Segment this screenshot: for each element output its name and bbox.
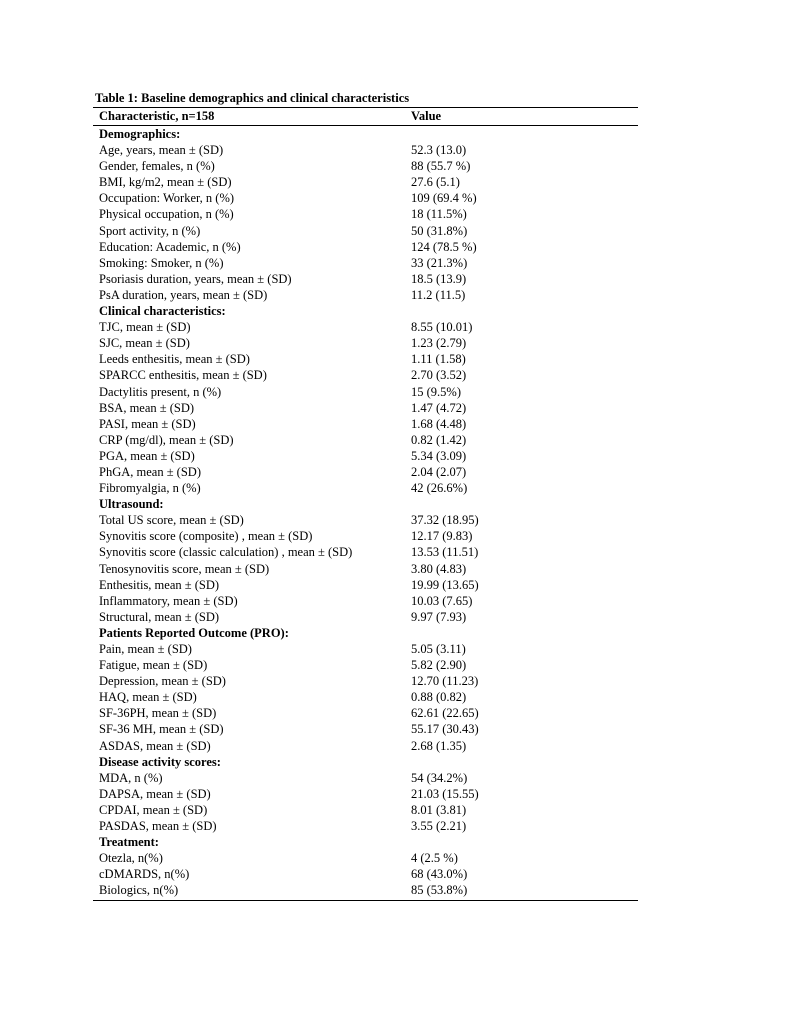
row-value: 68 (43.0%) bbox=[411, 867, 468, 882]
row-label: ASDAS, mean ± (SD) bbox=[99, 738, 211, 753]
table-section-row bbox=[93, 625, 638, 641]
row-value: 42 (26.6%) bbox=[411, 481, 468, 496]
table-row bbox=[93, 174, 638, 190]
table-row bbox=[93, 239, 638, 255]
row-label: Education: Academic, n (%) bbox=[99, 239, 241, 254]
row-value: 5.05 (3.11) bbox=[411, 642, 466, 656]
row-value: 109 (69.4 %) bbox=[411, 191, 477, 206]
section-label: Clinical characteristics: bbox=[99, 304, 226, 319]
table-row bbox=[93, 448, 638, 464]
table-row bbox=[93, 480, 638, 496]
table-row bbox=[93, 158, 638, 174]
table-row bbox=[93, 721, 638, 737]
table-row bbox=[93, 255, 638, 271]
row-label: MDA, n (%) bbox=[99, 770, 163, 785]
row-label: BSA, mean ± (SD) bbox=[99, 400, 195, 415]
table-row bbox=[93, 657, 638, 673]
table-row bbox=[93, 866, 638, 882]
table-row bbox=[93, 351, 638, 367]
row-value: 2.68 (1.35) bbox=[411, 738, 467, 753]
row-value bbox=[405, 496, 638, 512]
table-row bbox=[93, 882, 638, 900]
row-value: 2.04 (2.07) bbox=[411, 464, 467, 479]
table-row bbox=[93, 770, 638, 786]
row-value: 2.70 (3.52) bbox=[411, 368, 467, 383]
row-label: Physical occupation, n (%) bbox=[99, 207, 234, 222]
row-value: 62.61 (22.65) bbox=[411, 706, 479, 721]
row-label: Age, years, mean ± (SD) bbox=[99, 143, 224, 158]
row-label: DAPSA, mean ± (SD) bbox=[99, 786, 211, 801]
row-label: CRP (mg/dl), mean ± (SD) bbox=[99, 432, 234, 447]
row-value: 27.6 (5.1) bbox=[411, 175, 460, 190]
row-label: Enthesitis, mean ± (SD) bbox=[99, 577, 220, 592]
row-value: 15 (9.5%) bbox=[411, 384, 461, 399]
row-value bbox=[405, 834, 638, 850]
row-label: Synovitis score (composite) , mean ± (SD) bbox=[99, 529, 313, 544]
row-value: 5.82 (2.90) bbox=[411, 658, 467, 673]
row-value: 85 (53.8%) bbox=[405, 882, 638, 900]
row-label: BMI, kg/m2, mean ± (SD) bbox=[99, 175, 232, 190]
table-row bbox=[93, 689, 638, 705]
table-caption: Table 1: Baseline demographics and clinical characteristics bbox=[95, 91, 410, 105]
row-label: Depression, mean ± (SD) bbox=[99, 674, 226, 689]
row-value bbox=[405, 754, 638, 770]
row-label: cDMARDS, n(%) bbox=[99, 867, 190, 882]
table-row bbox=[93, 786, 638, 802]
row-label: Structural, mean ± (SD) bbox=[99, 609, 220, 624]
row-value: 18 (11.5%) bbox=[411, 207, 467, 222]
row-label: Inflammatory, mean ± (SD) bbox=[99, 593, 238, 608]
row-value: 10.03 (7.65) bbox=[411, 593, 473, 608]
table-row bbox=[93, 287, 638, 303]
section-label: Ultrasound: bbox=[99, 497, 164, 512]
row-label: Biologics, n(%) bbox=[93, 882, 405, 900]
row-label: PGA, mean ± (SD) bbox=[99, 448, 195, 463]
row-label: Dactylitis present, n (%) bbox=[99, 384, 222, 399]
row-value: 13.53 (11.51) bbox=[411, 545, 479, 560]
row-value: 88 (55.7 %) bbox=[411, 159, 471, 174]
row-value: 18.5 (13.9) bbox=[411, 271, 467, 286]
row-value: 19.99 (13.65) bbox=[411, 577, 479, 592]
table-row bbox=[93, 577, 638, 593]
table-row bbox=[93, 190, 638, 206]
table-section-row bbox=[93, 834, 638, 850]
row-label: Fatigue, mean ± (SD) bbox=[99, 658, 208, 673]
row-label: SJC, mean ± (SD) bbox=[99, 336, 190, 351]
table-row bbox=[93, 464, 638, 480]
row-label: Fibromyalgia, n (%) bbox=[99, 481, 201, 496]
table-row bbox=[93, 609, 638, 625]
row-value bbox=[405, 303, 638, 319]
table-body bbox=[93, 126, 638, 901]
row-label: SF-36 MH, mean ± (SD) bbox=[99, 722, 224, 737]
row-label: CPDAI, mean ± (SD) bbox=[99, 802, 208, 817]
table-row bbox=[93, 738, 638, 754]
row-value: 8.01 (3.81) bbox=[411, 802, 467, 817]
row-label: Otezla, n(%) bbox=[99, 851, 163, 866]
table-row bbox=[93, 367, 638, 383]
row-value: 1.47 (4.72) bbox=[411, 400, 467, 415]
row-label: SF-36PH, mean ± (SD) bbox=[99, 706, 217, 721]
row-label: Gender, females, n (%) bbox=[99, 159, 215, 174]
row-value: 124 (78.5 %) bbox=[411, 239, 477, 254]
row-value: 11.2 (11.5) bbox=[411, 287, 466, 302]
table-header-row bbox=[93, 108, 638, 126]
row-label: Pain, mean ± (SD) bbox=[99, 642, 192, 656]
row-label: SPARCC enthesitis, mean ± (SD) bbox=[99, 368, 267, 383]
row-value: 21.03 (15.55) bbox=[411, 786, 479, 801]
table-row bbox=[93, 593, 638, 609]
table-row bbox=[93, 544, 638, 560]
table-section-row bbox=[93, 126, 638, 143]
table-row bbox=[93, 432, 638, 448]
row-value: 5.34 (3.09) bbox=[411, 448, 467, 463]
table-row bbox=[93, 142, 638, 158]
table-row bbox=[93, 319, 638, 335]
table-row bbox=[93, 528, 638, 544]
row-value: 0.88 (0.82) bbox=[411, 690, 467, 705]
row-value: 52.3 (13.0) bbox=[411, 143, 467, 158]
row-label: Sport activity, n (%) bbox=[99, 223, 201, 238]
table-section-row bbox=[93, 496, 638, 512]
row-label: PASI, mean ± (SD) bbox=[99, 416, 196, 431]
section-label: Patients Reported Outcome (PRO): bbox=[99, 625, 289, 640]
table-row bbox=[93, 802, 638, 818]
row-value: 33 (21.3%) bbox=[411, 255, 468, 270]
row-value bbox=[405, 126, 638, 143]
table-row bbox=[93, 818, 638, 834]
table-row bbox=[93, 512, 638, 528]
row-value: 1.11 (1.58) bbox=[411, 352, 466, 367]
column-header-value: Value bbox=[405, 108, 638, 126]
column-header-characteristic: Characteristic, n=158 bbox=[93, 108, 405, 126]
table-row bbox=[93, 850, 638, 866]
row-label: Smoking: Smoker, n (%) bbox=[99, 255, 224, 270]
row-value: 1.68 (4.48) bbox=[411, 416, 467, 431]
table-row bbox=[93, 561, 638, 577]
table-row bbox=[93, 223, 638, 239]
row-label: PhGA, mean ± (SD) bbox=[99, 464, 201, 479]
row-value: 8.55 (10.01) bbox=[411, 320, 473, 335]
row-value: 9.97 (7.93) bbox=[411, 609, 467, 624]
row-label: Tenosynovitis score, mean ± (SD) bbox=[99, 561, 270, 576]
row-value: 55.17 (30.43) bbox=[411, 722, 479, 737]
row-value: 12.70 (11.23) bbox=[411, 674, 479, 689]
row-value: 12.17 (9.83) bbox=[411, 529, 473, 544]
row-label: Occupation: Worker, n (%) bbox=[99, 191, 235, 206]
section-label: Disease activity scores: bbox=[99, 754, 221, 769]
row-label: Leeds enthesitis, mean ± (SD) bbox=[99, 352, 250, 367]
table-row bbox=[93, 705, 638, 721]
row-value: 4 (2.5 %) bbox=[411, 851, 458, 866]
row-label: PASDAS, mean ± (SD) bbox=[99, 819, 217, 834]
baseline-characteristics-table bbox=[93, 107, 638, 901]
row-value: 3.55 (2.21) bbox=[411, 819, 467, 834]
row-label: Total US score, mean ± (SD) bbox=[99, 513, 244, 528]
table-row bbox=[93, 416, 638, 432]
row-label: Synovitis score (classic calculation) , mean ± (SD) bbox=[99, 545, 353, 560]
row-label: TJC, mean ± (SD) bbox=[99, 320, 191, 335]
table-row bbox=[93, 641, 638, 657]
row-value: 37.32 (18.95) bbox=[411, 513, 479, 528]
row-value: 54 (34.2%) bbox=[411, 770, 468, 785]
row-value: 3.80 (4.83) bbox=[411, 561, 467, 576]
row-value: 50 (31.8%) bbox=[411, 223, 468, 238]
table-row bbox=[93, 400, 638, 416]
table-container bbox=[93, 90, 638, 901]
section-label: Treatment: bbox=[99, 835, 159, 850]
table-section-row bbox=[93, 303, 638, 319]
row-value: 0.82 (1.42) bbox=[411, 432, 467, 447]
table-row bbox=[93, 673, 638, 689]
section-label: Demographics: bbox=[99, 127, 181, 141]
table-section-row bbox=[93, 754, 638, 770]
row-value bbox=[405, 625, 638, 641]
table-row bbox=[93, 206, 638, 222]
row-value: 1.23 (2.79) bbox=[411, 336, 467, 351]
row-label: HAQ, mean ± (SD) bbox=[99, 690, 197, 705]
row-label: PsA duration, years, mean ± (SD) bbox=[99, 287, 268, 302]
table-row bbox=[93, 271, 638, 287]
row-label: Psoriasis duration, years, mean ± (SD) bbox=[99, 271, 292, 286]
table-row bbox=[93, 335, 638, 351]
table-row bbox=[93, 384, 638, 400]
